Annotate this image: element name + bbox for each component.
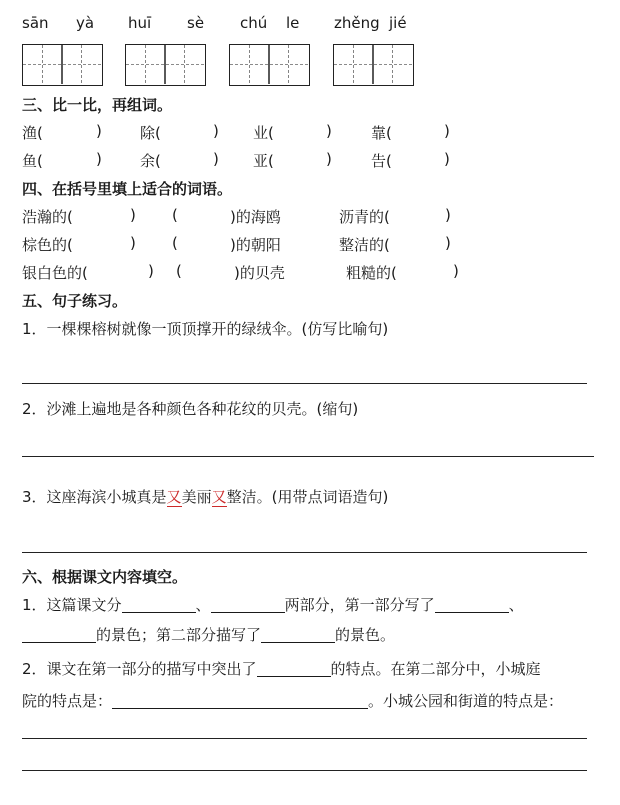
- s6-text: 两部分，第一部分写了: [284, 596, 435, 614]
- s6-text: 、: [195, 596, 211, 614]
- section6-title: 六、根据课文内容填空。: [22, 568, 188, 586]
- s3-close: ): [444, 122, 450, 140]
- section5-title: 五、句子练习。: [22, 292, 128, 310]
- s6-text: 2．课文在第一部分的描写中突出了: [22, 660, 257, 678]
- s6-line-4: [22, 690, 563, 711]
- answer-line-s6-b[interactable]: [22, 770, 587, 771]
- s3-word-yu-remain: 余(: [140, 152, 161, 170]
- s4-close: ): [453, 262, 459, 280]
- section3-title: 三、比一比，再组词。: [22, 96, 173, 114]
- s5-question-2: 2．沙滩上遍地是各种颜色各种花纹的贝壳。(缩句): [22, 400, 359, 418]
- s4-r3-c: 粗糙的(: [346, 264, 397, 282]
- writing-box-chule[interactable]: [229, 44, 310, 86]
- s6-text: 院的特点是：: [22, 692, 113, 710]
- s4-r2-open: (: [172, 234, 178, 252]
- q3-prefix: 3．这座海滨小城真是: [22, 488, 167, 506]
- s6-text: 、: [508, 596, 524, 614]
- pinyin-san: sān: [22, 14, 49, 32]
- s6-text: 的景色；第二部分描写了: [96, 626, 262, 644]
- s4-r3-b: )的贝壳: [234, 264, 285, 282]
- blank[interactable]: [261, 627, 335, 643]
- s4-close: ): [445, 234, 451, 252]
- grid-lines: [230, 45, 308, 84]
- s3-close: ): [213, 122, 219, 140]
- s3-close: ): [326, 150, 332, 168]
- s6-line-3: [22, 658, 541, 679]
- s3-close: ): [96, 150, 102, 168]
- s4-r1-open: (: [172, 206, 178, 224]
- pinyin-jie: jié: [389, 14, 407, 32]
- s6-text: 的特点。在第二部分中，小城庭: [330, 660, 541, 678]
- pinyin-hui: huī: [128, 14, 152, 32]
- writing-box-huise[interactable]: [125, 44, 206, 86]
- dotted-word-you: 又: [211, 488, 227, 506]
- s6-text: 1．这篇课文分: [22, 596, 122, 614]
- pinyin-se: sè: [187, 14, 205, 32]
- s4-r1-a: 浩瀚的(: [22, 208, 73, 226]
- s4-close: ): [130, 234, 136, 252]
- grid-lines: [23, 45, 101, 84]
- s5-question-1: 1．一棵棵榕树就像一顶顶撑开的绿绒伞。(仿写比喻句): [22, 320, 389, 338]
- s3-word-ya: 亚(: [253, 152, 274, 170]
- s3-word-kao: 靠(: [371, 124, 392, 142]
- blank[interactable]: [211, 597, 285, 613]
- section4-title: 四、在括号里填上适合的词语。: [22, 180, 233, 198]
- s3-word-yu: 渔(: [22, 124, 43, 142]
- s4-r3-open: (: [176, 262, 182, 280]
- s4-close: ): [148, 262, 154, 280]
- answer-line-q2[interactable]: [22, 456, 594, 457]
- answer-line-q1[interactable]: [22, 383, 587, 384]
- s6-line-1: [22, 594, 524, 615]
- blank[interactable]: [112, 693, 368, 709]
- q3-middle: 美丽: [181, 488, 212, 506]
- s6-text: 。小城公园和街道的特点是：: [368, 692, 564, 710]
- s4-close: ): [445, 206, 451, 224]
- s4-r1-b: )的海鸥: [230, 208, 281, 226]
- writing-box-zhengjie[interactable]: [333, 44, 414, 86]
- s4-r2-c: 整洁的(: [339, 236, 390, 254]
- pinyin-ya: yà: [76, 14, 95, 32]
- pinyin-le: le: [286, 14, 300, 32]
- pinyin-zheng: zhěng: [334, 14, 380, 32]
- s3-close: ): [96, 122, 102, 140]
- grid-lines: [126, 45, 204, 84]
- s3-close: ): [326, 122, 332, 140]
- s4-r1-c: 沥青的(: [339, 208, 390, 226]
- dotted-word-you: 又: [166, 488, 182, 506]
- s3-word-chu: 除(: [140, 124, 161, 142]
- s3-word-yu-fish: 鱼(: [22, 152, 43, 170]
- s4-r3-a: 银白色的(: [22, 264, 88, 282]
- blank[interactable]: [257, 661, 331, 677]
- blank[interactable]: [22, 627, 96, 643]
- s3-word-gao: 告(: [371, 152, 392, 170]
- writing-box-sanya[interactable]: [22, 44, 103, 86]
- s5-question-3: [22, 486, 388, 507]
- s3-close: ): [444, 150, 450, 168]
- s4-r2-b: )的朝阳: [230, 236, 281, 254]
- answer-line-s6-a[interactable]: [22, 738, 587, 739]
- answer-line-q3[interactable]: [22, 552, 587, 553]
- pinyin-chu: chú: [240, 14, 268, 32]
- blank[interactable]: [122, 597, 196, 613]
- s4-r2-a: 棕色的(: [22, 236, 73, 254]
- q3-suffix: 整洁。(用带点词语造句): [226, 488, 389, 506]
- s4-close: ): [130, 206, 136, 224]
- s6-text: 的景色。: [335, 626, 396, 644]
- s3-close: ): [213, 150, 219, 168]
- blank[interactable]: [435, 597, 509, 613]
- s6-line-2: [22, 624, 395, 645]
- grid-lines: [334, 45, 412, 84]
- s3-word-ye: 业(: [253, 124, 274, 142]
